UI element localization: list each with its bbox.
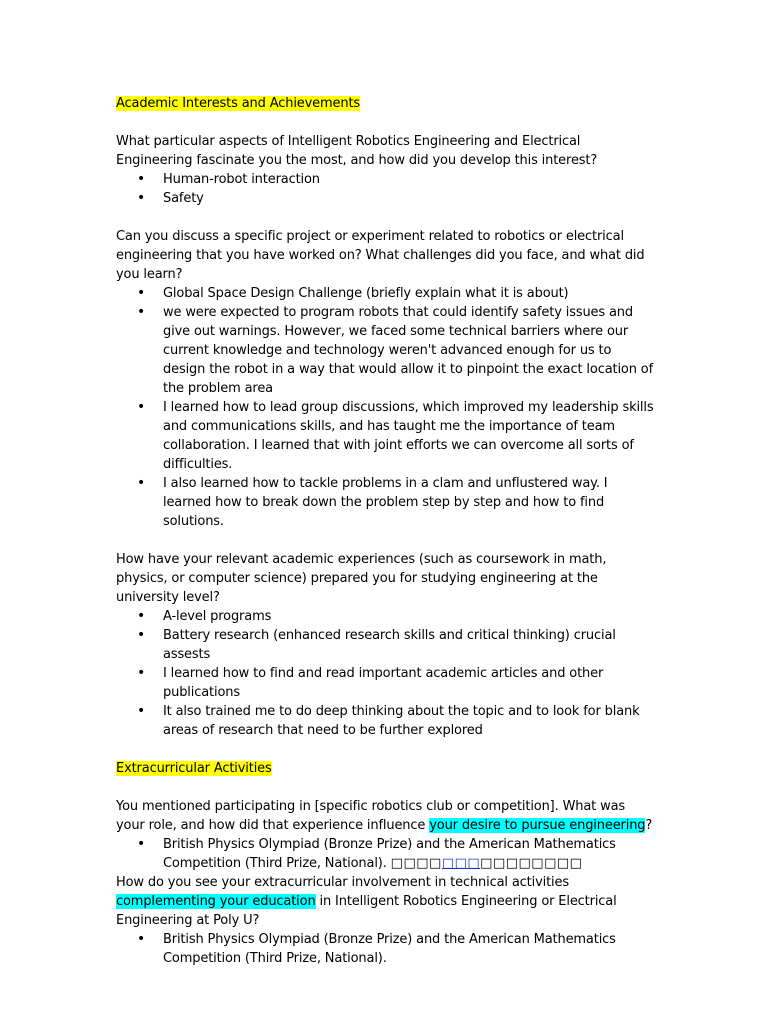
question-1-answers [116, 170, 656, 208]
list-item: • Global Space Design Challenge (briefly explain what it is about) [116, 284, 656, 303]
list-item: • I learned how to find and read important academic articles and other publications [116, 664, 656, 702]
list-item: • A-level programs [116, 607, 656, 626]
question-4 [116, 797, 656, 835]
question-5-text: How do you see your extracurricular involvement in technical activities [116, 875, 569, 890]
question-2-answers [116, 284, 656, 531]
list-item: • I learned how to lead group discussions, which improved my leadership skills and communications skills, and has taught me the importance of team collaboration. I learned that with joint efforts we can overcome all sorts of difficulties. [116, 398, 656, 474]
list-item: • Human-robot interaction [116, 170, 656, 189]
question-3: How have your relevant academic experiences (such as coursework in math, physics, or computer science) prepared you for studying engineering at the university level? [116, 552, 607, 605]
section-heading-extracurricular [116, 759, 656, 778]
heading-text: Academic Interests and Achievements [116, 96, 361, 111]
list-item: • I also learned how to tackle problems in a clam and unflustered way. I learned how to break down the problem step by step and how to find solutions. [116, 474, 656, 531]
heading-text: Extracurricular Activities [116, 761, 272, 776]
list-item: • It also trained me to do deep thinking about the topic and to look for blank areas of research that need to be further explored [116, 702, 656, 740]
question-4-end: ? [645, 818, 653, 833]
link-glyph-boxes[interactable]: □□□ [441, 856, 481, 871]
missing-glyph-boxes: □□□□□□□□□□□□□□□ [390, 856, 583, 871]
question-4-text: You mentioned participating in [specific robotics club or competition]. What was your role, and how did that experience influence [116, 799, 626, 833]
question-3-answers [116, 607, 656, 740]
list-item: • Safety [116, 189, 656, 208]
list-item: • we were expected to program robots that could identify safety issues and give out warnings. However, we faced some technical barriers where our current knowledge and technology weren't advanced enough for us to design the robot in a way that would allow it to pinpoint the exact location of the problem area [116, 303, 656, 398]
section-heading-academic [116, 94, 656, 113]
list-item: • Battery research (enhanced research skills and critical thinking) crucial assests [116, 626, 656, 664]
highlighted-phrase: your desire to pursue engineering [429, 818, 646, 833]
list-item-text: British Physics Olympiad (Bronze Prize) and the American Mathematics Competition (Third Prize, National). [163, 837, 616, 871]
document-page [116, 94, 656, 968]
list-item: • British Physics Olympiad (Bronze Prize) and the American Mathematics Competition (Third Prize, National). [116, 930, 656, 968]
question-4-answers [116, 835, 656, 873]
question-5-end: in Intelligent Robotics Engineering or Electrical Engineering at Poly U? [116, 894, 617, 928]
question-5 [116, 873, 656, 930]
question-2: Can you discuss a specific project or experiment related to robotics or electrical engineering that you have worked on? What challenges did you face, and what did you learn? [116, 229, 645, 282]
list-item [116, 835, 656, 873]
question-5-answers [116, 930, 656, 968]
question-1: What particular aspects of Intelligent Robotics Engineering and Electrical Engineering fascinate you the most, and how did you develop this interest? [116, 134, 598, 168]
highlighted-phrase: complementing your education [116, 894, 316, 909]
